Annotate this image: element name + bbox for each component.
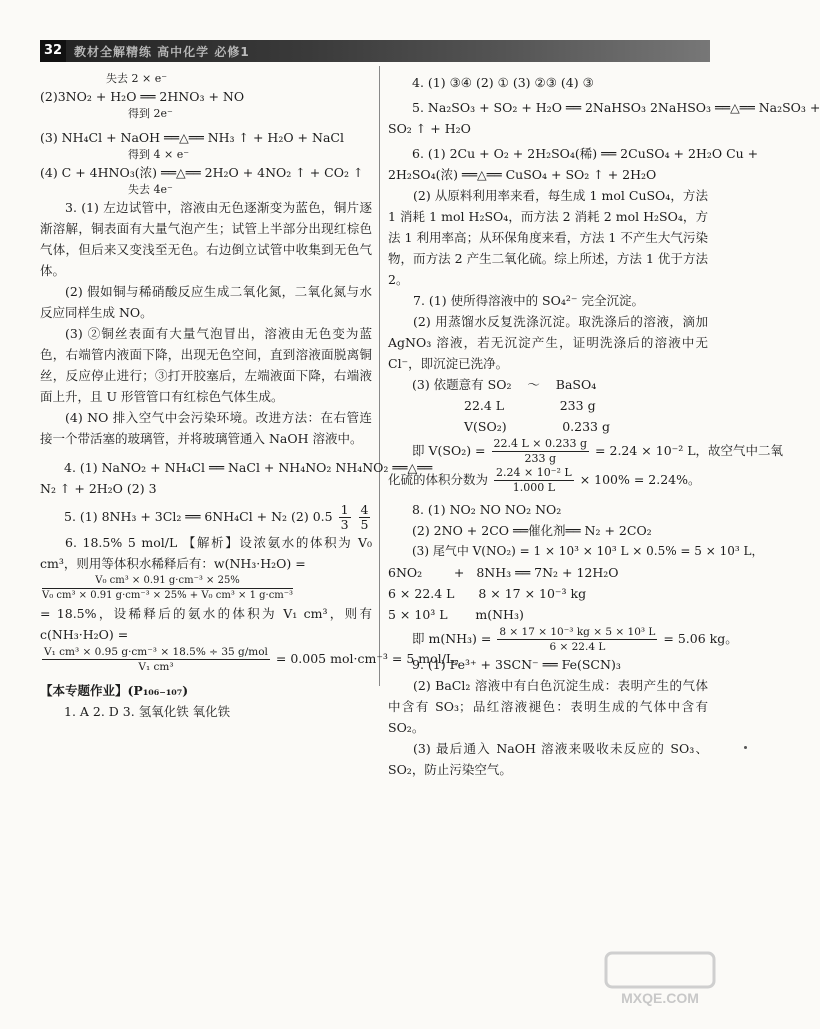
equation: 6. (1) 2Cu + O₂ + 2H₂SO₄(稀) ══ 2CuSO₄ + 2H₂O Cu + <box>412 146 759 161</box>
numerator: V₀ cm³ × 0.91 g·cm⁻³ × 25% <box>42 574 293 589</box>
equation: 5 × 10³ L m(NH₃) <box>388 607 524 622</box>
equation: (2)3NO₂ + H₂O ══ 2HNO₃ + NO <box>40 89 245 104</box>
formula-line <box>40 574 372 603</box>
paragraph: (2) 假如铜与稀硝酸反应生成二氧化氮，二氧化氮与水反应同样生成 NO。 <box>40 284 372 320</box>
formula-line <box>388 466 708 495</box>
equation: N₂ ↑ + 2H₂O (2) 3 <box>40 481 157 496</box>
formula-line <box>40 645 467 674</box>
answer-text: 5. (1) 8NH₃ + 3Cl₂ ══ 6NH₄Cl + N₂ (2) 0.5 <box>64 509 333 524</box>
formula-text: 即 m(NH₃) = <box>412 631 492 646</box>
equation: 6 × 22.4 L 8 × 17 × 10⁻³ kg <box>388 586 587 601</box>
fraction <box>42 645 270 674</box>
equation: 9. (1) Fe³⁺ + 3SCN⁻ ══ Fe(SCN)₃ <box>412 657 621 672</box>
equation: (3) 依题意有 SO₂ ～ BaSO₄ <box>412 377 597 392</box>
fraction <box>494 466 574 495</box>
numerator: 22.4 L × 0.233 g <box>493 437 588 450</box>
fraction <box>497 625 657 654</box>
fraction <box>339 503 351 532</box>
denominator: 6 × 22.4 L <box>549 641 606 653</box>
paragraph: 7. (1) 使所得溶液中的 SO₄²⁻ 完全沉淀。 <box>413 293 644 308</box>
denominator: V₀ cm³ × 0.91 g·cm⁻³ × 25% + V₀ cm³ × 1 g·cm⁻³ <box>42 590 294 601</box>
annotation: 失去 2 × e⁻ <box>106 72 168 85</box>
paragraph: (3) ②铜丝表面有大量气泡冒出，溶液由无色变为蓝色，右端管内液面下降，出现无色空间，直到溶液面脱离铜丝，反应停止进行；③打开胶塞后，左端液面下降，右端液面上升，且 U 形管管口有红棕色气体生成。 <box>40 326 372 404</box>
formula-text: = 5.06 kg。 <box>663 631 738 646</box>
denominator: 3 <box>340 517 349 532</box>
denominator: 1.000 L <box>512 481 555 494</box>
answer-line: 8. (1) NO₂ NO NO₂ NO₂ <box>412 502 562 517</box>
numerator: 8 × 17 × 10⁻³ kg × 5 × 10³ L <box>499 626 656 638</box>
column-divider <box>379 66 380 686</box>
fraction <box>42 574 293 603</box>
formula-line <box>388 437 784 466</box>
ink-dot <box>744 746 747 749</box>
equation: V(SO₂) 0.233 g <box>464 419 610 434</box>
paragraph: = 18.5%，设稀释后的氨水的体积为 V₁ cm³，则有 c(NH₃·H₂O) = <box>40 606 372 642</box>
paragraph: (2) BaCl₂ 溶液中有白色沉淀生成：表明产生的气体中含有 SO₃；品红溶液褪色：表明生成的气体中含有 SO₂。 <box>388 678 708 735</box>
answer-line: 1. A 2. D 3. 氢氧化铁 氧化铁 <box>64 704 231 719</box>
paragraph: (3) 最后通入 NaOH 溶液来吸收未反应的 SO₃、SO₂，防止污染空气。 <box>388 741 708 777</box>
watermark-text: MXQE.COM <box>621 990 699 1006</box>
numerator: 2.24 × 10⁻² L <box>496 466 572 479</box>
page-number: 32 <box>40 40 66 62</box>
denominator: 233 g <box>524 452 557 465</box>
annotation: 得到 2e⁻ <box>128 107 173 120</box>
fraction <box>492 437 590 466</box>
formula-text: 即 V(SO₂) = <box>412 443 486 458</box>
denominator: 5 <box>360 517 369 532</box>
watermark-logo <box>600 949 720 1009</box>
formula-text: = 2.24 × 10⁻² L，故空气中二氧 <box>595 443 784 458</box>
formula-line <box>388 625 738 654</box>
formula-text: 化硫的体积分数为 <box>388 472 489 487</box>
formula-line: (3) 尾气中 V(NO₂) = 1 × 10³ × 10³ L × 0.5% = 5 × 10³ L， <box>412 544 764 558</box>
paragraph: (2) 从原料利用率来看，每生成 1 mol CuSO₄，方法 1 消耗 1 mol H₂SO₄，而方法 2 消耗 2 mol H₂SO₄，方法 1 利用率高；从环保角度来看，方法 1 不产生大气污染物，而方法 2 产生二氧化硫。综上所述，方法 1 优于方法 2。 <box>388 188 708 287</box>
numerator: 1 <box>340 502 349 517</box>
right-column <box>388 72 820 780</box>
equation: 22.4 L 233 g <box>464 398 596 413</box>
equation: (3) NH₄Cl + NaOH ══△══ NH₃ ↑ + H₂O + NaCl <box>40 130 344 145</box>
equation: 4. (1) NaNO₂ + NH₄Cl ══ NaCl + NH₄NO₂ NH₄NO₂ ══△══ <box>64 460 433 475</box>
paragraph: (2) 用蒸馏水反复洗涤沉淀。取洗涤后的溶液，滴加 AgNO₃ 溶液，若无沉淀产生，证明洗涤后的溶液中无 Cl⁻，即沉淀已洗净。 <box>388 314 708 371</box>
paragraph: (4) NO 排入空气中会污染环境。改进方法：在右管连接一个带活塞的玻璃管，并将玻璃管通入 NaOH 溶液中。 <box>40 410 372 446</box>
equation: 6NO₂ + 8NH₃ ══ 7N₂ + 12H₂O <box>388 565 619 580</box>
equation: 5. Na₂SO₃ + SO₂ + H₂O ══ 2NaHSO₃ 2NaHSO₃ ══△══ Na₂SO₃ + <box>412 100 820 115</box>
equation: (4) C + 4HNO₃(浓) ══△══ 2H₂O + 4NO₂ ↑ + CO₂ ↑ <box>40 165 364 180</box>
annotation: 失去 4e⁻ <box>128 183 173 196</box>
section-title: 【本专题作业】(P₁₀₆₋₁₀₇) <box>40 683 189 698</box>
numerator: 4 <box>360 502 369 517</box>
formula-result: = 0.005 mol·cm⁻³ = 5 mol/L。 <box>275 651 467 666</box>
equation: SO₂ ↑ + H₂O <box>388 121 471 136</box>
answer-line <box>40 503 372 532</box>
annotation: 得到 4 × e⁻ <box>128 148 190 161</box>
numerator: V₁ cm³ × 0.95 g·cm⁻³ × 18.5% ÷ 35 g/mol <box>44 646 268 658</box>
fraction <box>359 503 371 532</box>
denominator: V₁ cm³ <box>138 661 174 673</box>
answer-line: 4. (1) ③④ (2) ① (3) ②③ (4) ③ <box>412 75 594 90</box>
formula-text: × 100% = 2.24%。 <box>579 472 701 487</box>
paragraph: 6. 18.5% 5 mol/L 【解析】设浓氨水的体积为 V₀ cm³，则用等体积水稀释后有：w(NH₃·H₂O) = <box>40 535 372 571</box>
equation: 2H₂SO₄(浓) ══△══ CuSO₄ + SO₂ ↑ + 2H₂O <box>388 167 657 182</box>
header-title: 教材全解精练 高中化学 必修1 <box>74 45 250 59</box>
paragraph: 3. (1) 左边试管中，溶液由无色逐渐变为蓝色，铜片逐渐溶解，铜表面有大量气泡产生；试管上半部分出现红棕色气体，但后来又变浅至无色。右边倒立试管中收集到无色气体。 <box>40 200 372 278</box>
page-header <box>40 40 710 62</box>
equation: (2) 2NO + 2CO ══催化剂══ N₂ + 2CO₂ <box>412 523 652 538</box>
